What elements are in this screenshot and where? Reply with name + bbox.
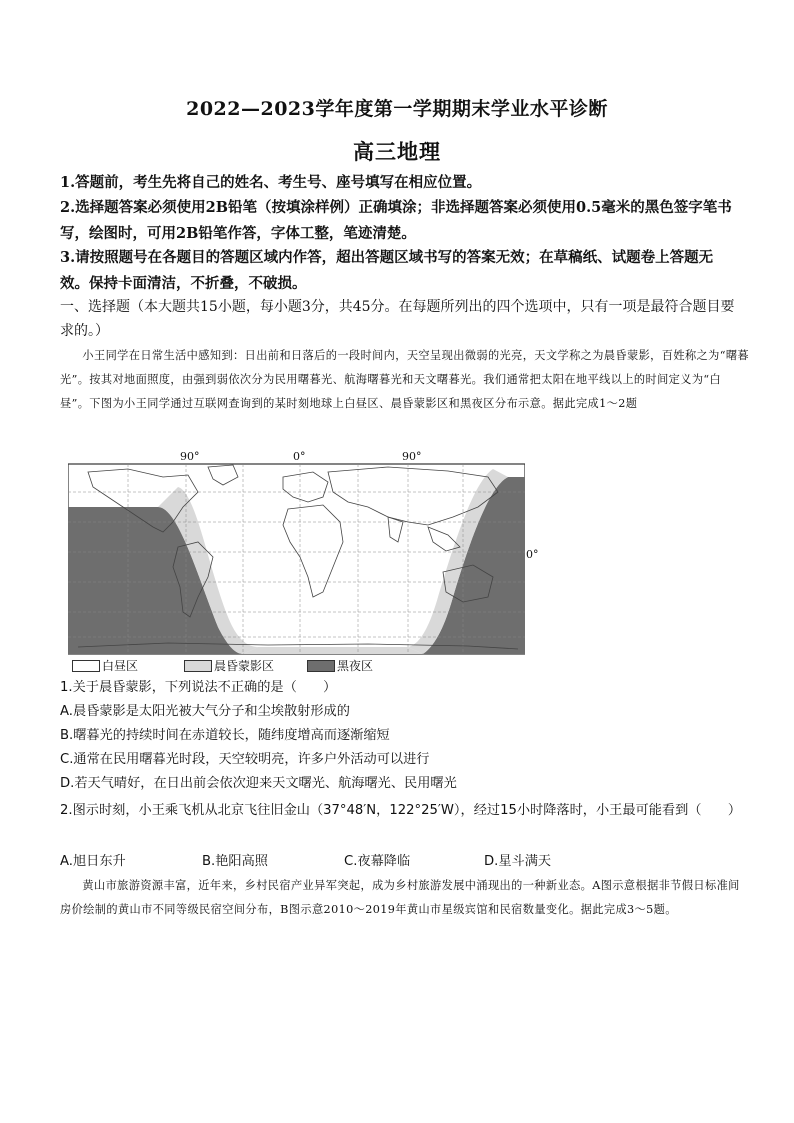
passage-2-text: 黄山市旅游资源丰富，近年来，乡村民宿产业异军突起，成为乡村旅游发展中涌现出的一种新业态。A图示意根据非节假日标准间房价绘制的黄山市不同等级民宿空间分布，B图示意2010～2019年黄山市星级宾馆和民宿数量变化。据此完成3～5题。 xyxy=(60,879,740,916)
twilight-area-bottom xyxy=(243,647,423,654)
q2-stem: 2.图示时刻，小王乘飞机从北京飞往旧金山（37°48′N，122°25′W），经过15小时降落时，小王最可能看到（ ） xyxy=(60,803,742,818)
q1-option-c: C.通常在民用曙暮光时段，天空较明亮，许多户外活动可以进行 xyxy=(60,752,430,767)
legend-swatch-night xyxy=(307,660,335,672)
lon-label-0: 0° xyxy=(293,450,306,463)
legend-swatch-twilight xyxy=(184,660,212,672)
map-legend xyxy=(72,657,412,673)
lon-label-90w: 90° xyxy=(180,450,200,463)
world-map-figure xyxy=(68,447,525,675)
q1-option-d: D.若天气晴好，在日出前会依次迎来天文曙光、航海曙光、民用曙光 xyxy=(60,776,457,791)
q2-option-d: D.星斗满天 xyxy=(484,854,552,869)
exam-subtitle: 高三地理 xyxy=(353,139,441,164)
legend-label-day: 白昼区 xyxy=(102,659,139,673)
q2-option-c: C.夜幕降临 xyxy=(344,854,411,869)
world-map-svg xyxy=(68,447,525,675)
exam-title: 2022—2023学年度第一学期期末学业水平诊断 xyxy=(186,98,608,120)
q2-option-a: A.旭日东升 xyxy=(60,854,126,869)
q2-option-b: B.艳阳高照 xyxy=(202,854,268,869)
q1-option-a: A.晨昏蒙影是太阳光被大气分子和尘埃散射形成的 xyxy=(60,704,350,719)
instruction-1: 1.答题前，考生先将自己的姓名、考生号、座号填写在相应位置。 xyxy=(60,174,482,191)
passage-2 xyxy=(60,874,750,922)
instruction-2: 2.选择题答案必须使用2B铅笔（按填涂样例）正确填涂；非选择题答案必须使用0.5毫米的黑色签字笔书写，绘图时，可用2B铅笔作答，字体工整，笔迹清楚。 xyxy=(60,199,732,242)
passage-1 xyxy=(60,344,750,416)
lon-label-90e: 90° xyxy=(402,450,422,463)
lat-label-equator: 0° xyxy=(526,548,539,561)
legend-label-night: 黑夜区 xyxy=(337,659,374,673)
instruction-3: 3.请按照题号在各题目的答题区域内作答，超出答题区域书写的答案无效；在草稿纸、试题卷上答题无效。保持卡面清洁，不折叠，不破损。 xyxy=(60,249,714,292)
legend-label-twilight: 晨昏蒙影区 xyxy=(214,659,275,673)
q1-stem: 1.关于晨昏蒙影，下列说法不正确的是（ ） xyxy=(60,680,337,695)
q1-option-b: B.曙暮光的持续时间在赤道较长，随纬度增高而逐渐缩短 xyxy=(60,728,390,743)
passage-1-text: 小王同学在日常生活中感知到：日出前和日落后的一段时间内，天空呈现出微弱的光亮，天文学称之为晨昏蒙影，百姓称之为“曙暮光”。按其对地面照度，由强到弱依次分为民用曙暮光、航海曙暮光和天文曙暮光。我们通常把太阳在地平线以上的时间定义为“白昼”。下图为小王同学通过互联网查询到的某时刻地球上白昼区、晨昏蒙影区和黑夜区分布示意。据此完成1～2题 xyxy=(60,349,750,410)
q2-options xyxy=(60,850,750,870)
section-heading: 一、选择题（本大题共15小题，每小题3分，共45分。在每题所列出的四个选项中，只有一项是最符合题目要求的。） xyxy=(60,299,735,339)
legend-swatch-day xyxy=(72,660,100,672)
